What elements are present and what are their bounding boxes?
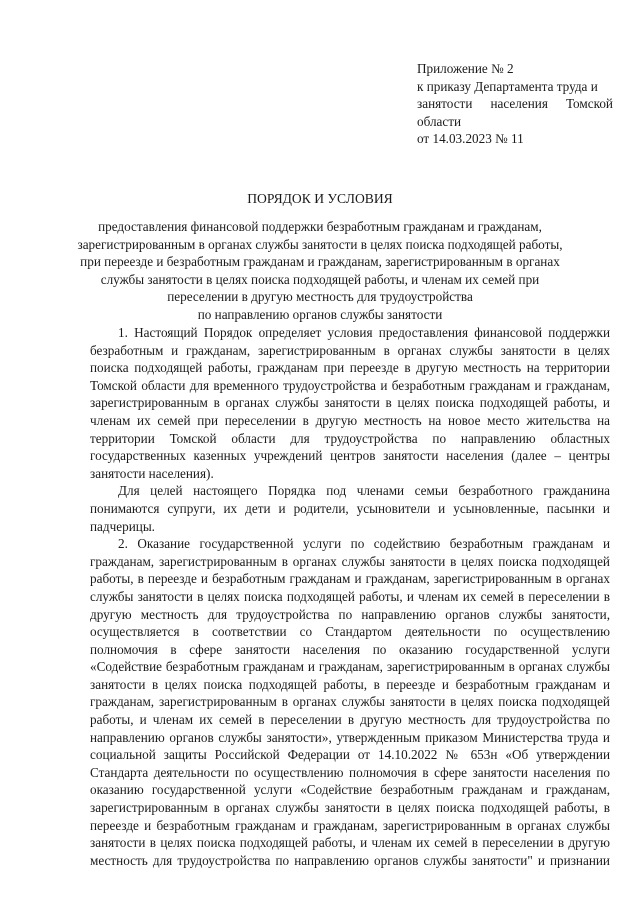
subtitle-line: службы занятости в целях поиска подходящей работы, и членам их семей при: [100, 271, 540, 287]
paragraph-2-line: 2. Оказание государственной услуги по содействию безработным гражданам и: [118, 536, 610, 552]
subtitle-line: при переезде и безработным гражданам и гражданам, зарегистрированным в органах: [80, 254, 560, 269]
paragraph-2-line: работы, и членам их семей в переселении в другую местность для трудоустройства по: [90, 712, 610, 728]
document-title: ПОРЯДОК И УСЛОВИЯ: [247, 191, 393, 206]
paragraph-2-line: гражданам, зарегистрированным в органах службы занятости в целях поиска подходящей: [90, 694, 610, 710]
paragraph-2-line: социальной защиты Российской Федерации от 14.10.2022 № 653н «Об утверждении: [90, 747, 610, 763]
paragraph-2-line: «Содействие безработным гражданам и гражданам, зарегистрированным в органах службы: [90, 659, 610, 675]
paragraph-2-line: направлению органов службы занятости», утвержденным приказом Министерства труда и: [90, 729, 610, 745]
subtitle-line: предоставления финансовой поддержки безработным гражданам и гражданам,: [98, 219, 542, 234]
paragraph-2-line: полномочия в сфере занятости населения по оказанию государственной услуги: [90, 641, 610, 657]
paragraph-1-line: поиска подходящей работы, гражданам при переезде в другую местность на территории: [90, 360, 610, 376]
subtitle-line: переселении в другую местность для трудоустройства: [167, 289, 473, 304]
appendix-line: от 14.03.2023 № 11: [417, 131, 524, 146]
paragraph-1-line: безработным и гражданам, зарегистрированным в органах службы занятости в целях: [90, 342, 610, 358]
appendix-line: Приложение № 2: [417, 61, 514, 76]
paragraph-1-line: государственных казенных учреждений центров занятости населения (далее – центры: [90, 448, 610, 464]
paragraph-2-line: зарегистрированным в органах службы занятости в целях поиска подходящей работы, в: [90, 800, 610, 816]
paragraph-1-line: занятости населения).: [90, 465, 214, 481]
paragraph-family-line: Для целей настоящего Порядка под членами семьи безработного гражданина: [118, 483, 610, 499]
paragraph-1-line: 1. Настоящий Порядок определяет условия предоставления финансовой поддержки: [118, 325, 610, 340]
paragraph-2-line: другую местность для трудоустройства по направлению органов службы занятости,: [90, 606, 610, 622]
paragraph-1-line: зарегистрированным в органах службы занятости в целях поиска подходящей работы, и: [90, 395, 610, 411]
appendix-line: к приказу Департамента труда и: [417, 78, 598, 94]
appendix-line: занятости населения Томской: [417, 96, 613, 111]
paragraph-2-line: гражданам, зарегистрированным в органах службы занятости в целях поиска подходящей: [90, 553, 610, 569]
document-body: [90, 324, 610, 869]
paragraph-2-line: Стандарта деятельности по осуществлению полномочия в сфере занятости населения по: [90, 764, 610, 780]
paragraph-family-line: понимаются супруги, их дети и родители, усыновители и усыновленные, пасынки и: [90, 500, 610, 516]
paragraph-1-line: территории Томской области для трудоустройства по направлению областных: [90, 430, 610, 446]
subtitle-line: зарегистрированным в органах службы занятости в целях поиска подходящей работы,: [77, 236, 563, 252]
subtitle-line: по направлению органов службы занятости: [197, 306, 443, 322]
paragraph-2-line: службы занятости в целях поиска подходящей работы, и членам их семей в переселении в: [90, 588, 610, 604]
paragraph-2-line: занятости в целях поиска подходящей работы, и членам их семей в переселении в другую: [90, 835, 610, 851]
paragraph-2-line: работы, в переезде и безработным гражданам и гражданам, зарегистрированным в органах: [90, 571, 610, 587]
paragraph-2-line: оказанию государственной услуги «Содействие безработным гражданам и гражданам,: [90, 782, 610, 798]
paragraph-2-line: занятости в целях поиска подходящей работы, в переезде и безработным гражданам и: [90, 676, 610, 692]
paragraph-2-line: местность для трудоустройства по направлению органов службы занятости" и признании: [90, 852, 610, 868]
paragraph-2-line: переезде и безработным гражданам и гражданам, зарегистрированным в органах службы: [90, 817, 610, 833]
paragraph-2-line: осуществляется в соответствии со Стандартом деятельности по осуществлению: [90, 624, 610, 640]
paragraph-1-line: Томской области для временного трудоустройства и безработным гражданам и гражданам,: [90, 377, 610, 393]
document-subtitle: [60, 218, 580, 323]
paragraph-1-line: членам их семей при переселении в другую местность на новое место жительства на: [90, 412, 610, 428]
paragraph-family-line: падчерицы.: [90, 518, 155, 534]
appendix-header: [417, 60, 613, 148]
appendix-line: области: [417, 113, 462, 129]
